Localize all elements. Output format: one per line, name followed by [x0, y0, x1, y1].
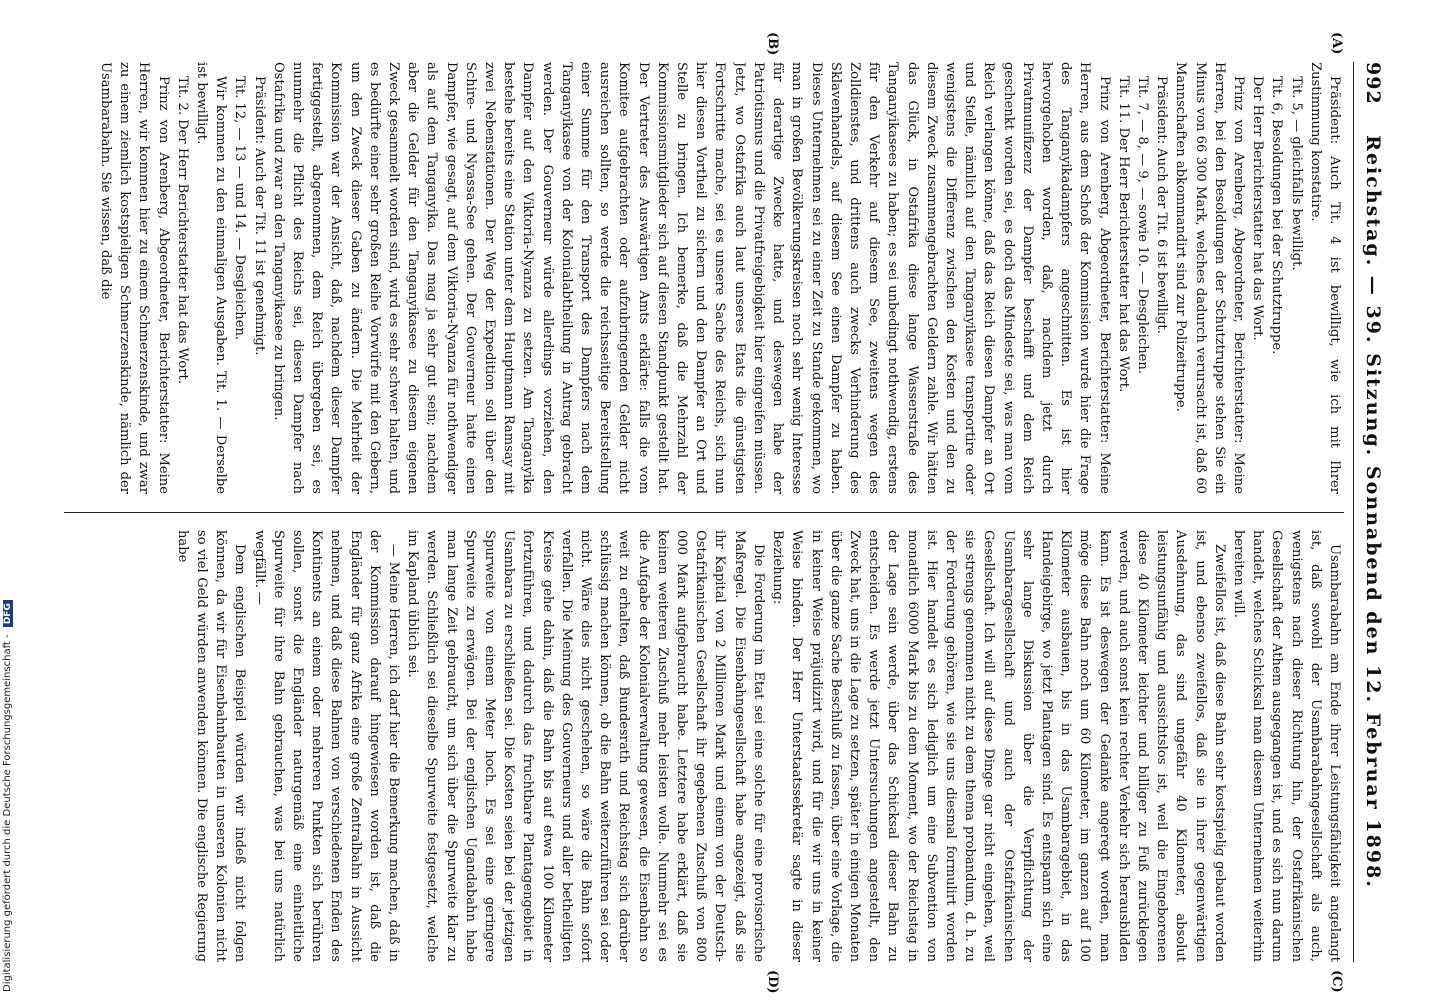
paragraph: Präsident: Auch der Tit. 6 ist bewilligt. — [1154, 76, 1170, 334]
paragraph: Wir kommen zu den einmaligen Ausgaben. Tit. 1. — Derselbe ist bewilligt. — [194, 62, 229, 494]
paragraph: Dem englischen Beispiel würden wir indeß nicht folgen können, da wir für Eisenbahnbauten in unseren Kolonien nicht so viel Geld würden anwenden können. Die englische Regierung habe — [174, 530, 248, 962]
margin-mark-a: (A) — [1329, 32, 1344, 55]
paragraph: Tit. 11. Der Herr Berichterstatter hat das Wort. — [1115, 76, 1131, 393]
dfg-logo: DFG — [3, 600, 13, 627]
document-page — [60, 32, 1390, 994]
margin-mark-b: (B) — [765, 32, 780, 56]
paragraph: Tit. 5, — gleichfalls bewilligt. — [1288, 76, 1304, 271]
paragraph: Tit. 7, — 8, — 9, — sowie 10. — Desgleichen. — [1134, 76, 1150, 374]
digitization-credit — [2, 12, 18, 992]
paragraph: Zweifellos ist, daß diese Bahn sehr kostspielig gebaut worden ist, und ebenso zweifellos, daß sie in ihrer gegenwärtigen Ausdehnung, das sind ungefähr 40 Kilometer, absolut leistungsunfähig und aussichtslos ist, weil die Eingeborenen diese 40 Kilometer leichter und billiger zu Fuß zurücklegen werden, und auch sonst kein rechter Verkehr sich herausbilden kann. Es ist deswegen der Gedanke angeregt worden, man möge diese Bahn noch um 60 Kilometer, im ganzen auf 100 Kilometer ausbauen, bis in das Usambaragebiet, in das Handeigebirge, wo jetzt Plantagen sind. Es entspann sich eine sehr lange Diskussion über die Verpflichtung der Usambaragesellschaft und auch der Ostafrikanischen Gesellschaft. Ich will auf diese Dinge gar nicht eingehen, weil sie strengs genommen nicht zu dem thema probandum, d. h. zu der Forderung gehören, wie sie uns diesmal formulirt worden ist. Hier handelt es sich lediglich um eine Subvention von monatlich 6000 Mark bis zu dem Moment, wo der Reichstag in der Lage sein werde, über das Schicksal dieser Bahn zu entscheiden. Es werde jetzt Untersuchungen angestellt, den Zweck hat, uns in die Lage zu setzen, später in einigen Monaten über die ganze Sache Beschluß zu fassen, über eine Vorlage, die in keiner Weise präjudizirt wird, und für die wir uns in keiner Weise binden. Der Herr Unterstaatssekretär sagte in dieser Beziehung: — [770, 530, 1227, 962]
running-title: Reichstag. — 39. Sitzung. Sonnabend den 12. Februar 1898. — [1362, 135, 1384, 889]
paragraph: Prinz von Arenberg, Abgeordneter, Berichterstatter: Meine Herren, aus dem Schoß der Kommission wurde hier die Frage des Tanganyikadampfers angeschnitten. Es ist hier hervorgehoben worden, daß, nachdem jetzt durch Privatmunifizenz der Dampfer beschafft und dem Reich geschenkt worden sei, es doch das Mindeste sei, was man vom Reich verlangen könne, daß das Reich diesen Dampfer an Ort und Stelle, nämlich auf den Tanganyikasee transportire oder wenigstens die Differenz zwischen den Kosten und den zu diesem Zweck zusammengebrachten Geldern zahle. Wir hätten das Glück, in Ostafrika diese lange Wasserstraße des Tanganyikasees zu haben; es sei unbedingt nothwendig, erstens für den Verkehr auf diesem See, zweitens wegen des Zolldienstes, und drittens auch zwecks Verhinderung des Sklavenhandels, auf diesem See einen Dampfer zu haben. Dieses Unternehmen sei zu einer Zeit zu Stande gekommen, wo man in großen Bevölkerungskreisen noch sehr wenig Interesse für derartige Zwecke hatte, und deswegen habe der Patriotismus und die Privatfreigebigkeit hier eingreifen müssen. Jetzt, wo Ostafrika auch laut unseres Etats die günstigsten Fortschritte mache, sei es unsere Sache des Reichs, sich nun hier diesen Vortheil zu sichern und den Dampfer an Ort und Stelle zu bringen. Ich bemerke, daß die Mehrzahl der Kommissionsmitglieder sich auf diesen Standpunkt gestellt hat. Der Vertreter des Auswärtigen Amts erklärte: falls die vom Komitee aufgebrachten oder aufzubringenden Gelder nicht ausreichen sollten, so werde die reichsseitige Bereitstellung einer Summe für den Transport des Dampfers nach dem Tanganyikasee von der Kolonialabtheilung in Antrag gebracht werden. Der Gouverneur würde allerdings vorziehen, den Dampfer auf den Viktoria-Nyanza zu setzen. Am Tanganyika bestehe bereits eine Station unter dem Hauptmann Ramsay mit zwei Nebenstationen. Der Weg der Expedition soll über den Schire- und Nyassa-See gehen. Der Gouverneur hatte einen Dampfer, wie gesagt, auf dem Viktoria-Nyanza für nothwendiger als auf dem Tanganyika. Das mag ja sehr gut sein; nachdem aber die Gelder für den Tanganyikasee zu diesem eigenen Zweck gesammelt worden sind, wird es sehr schwer halten, und es bedürfte einer sehr großen Reihe Vorwürfe mit den Gebern, um den Zweck dieser Gaben zu ändern. Die Mehrheit der Kommission war der Ansicht, daß, nachdem dieser Dampfer fertiggestellt, abgenommen, dem Reich übergeben sei, es nunmehr die Pflicht des Reichs sei, diesen Dampfer nach Ostafrika und zwar an den Tanganyikasee zu bringen. — [270, 62, 1112, 494]
paragraph: Präsident: Auch der Tit. 11 ist genehmigt. — [251, 76, 267, 356]
column-divider — [64, 512, 1344, 513]
page-header — [1353, 62, 1390, 962]
right-column — [62, 530, 1344, 962]
page-number: 992 — [1362, 62, 1384, 105]
paragraph: Tit. 12, — 13 — und 14. — Desgleichen. — [232, 76, 248, 341]
paragraph: Tit. 2. Der Herr Berichterstatter hat das Wort. — [174, 76, 190, 384]
paragraph: Tit. 6, Besoldungen bei der Schutztruppe. — [1269, 76, 1285, 355]
margin-mark-c: (C) — [1329, 970, 1344, 993]
paragraph: Die Forderung im Etat sei eine solche für eine provisorische Maßregel. Die Eisenbahngesellschaft habe angezeigt, daß sie ihr Kapital von 2 Millionen Mark und einem von der Deutsch-Ostafrikanischen Gesellschaft ihr gegebenen Zuschuß von 800 000 Mark aufgebraucht habe. Letztere habe erklärt, daß sie keinen weiteren Zuschuß mehr leisten wolle. Nunmehr sei es die Aufgabe der Kolonialverwaltung gewesen, die Eisenbahn so weit zu erhalten, daß Bundesrath und Reichstag sich darüber schlüssig machen können, ob die Bahn weiterzuführen sei oder nicht. Wäre dies nicht geschehen, so wäre die Bahn sofort verfallen. Die Meinung des Gouverneurs und aller betheiligten Kreise gehe dahin, daß die Bahn bis auf etwa 100 Kilometer fortzuführen, und dadurch das fruchtbare Plantagengebiet in Usambara zu erschließen sei. Die Kosten seien bei der jetzigen Spurweite von einem Meter hoch. Es sei eine geringere Spurweite zu erwägen. Bei der englischen Ugandabahn habe man lange Zeit gebraucht, um sich über die Spurweite klar zu werden. Schließlich sei dieselbe Spurweite festgesetzt, welche im Kapland üblich sei. — [405, 530, 766, 962]
paragraph: Prinz von Arenberg, Abgeordneter, Berichterstatter: Meine Herren, wir kommen hier zu einem Schmerzenskinde, und zwar zu einem ziemlich kostspieligen Schmerzenskinde, nämlich der Usambarabahn. Sie wissen, daß die — [98, 62, 171, 494]
left-column — [62, 62, 1344, 494]
paragraph: Der Herr Berichterstatter hat das Wort. — [1250, 76, 1266, 341]
paragraph: Usambarabahn am Ende ihrer Leistungsfähigkeit angelangt ist, daß sowohl der Usambarabahngesellschaft als auch, wenigstens nach dieser Richtung hin, der Ostafrikanischen Gesellschaft der Athem ausgegangen ist, und es sich nun darum handelt, welches Schicksal man diesem Unternehmen weiterhin bereiten will. — [1230, 530, 1342, 962]
credit-text: Digitalisierung gefördert durch die Deutsche Forschungsgemeinschaft - — [2, 634, 13, 992]
paragraph: Prinz von Arenberg, Abgeordneter, Berichterstatter: Meine Herren, bei den Besoldungen der Schutztruppe stehen Sie ein Minus von 66 300 Mark, welches dadurch verursacht ist, daß 60 Mannschaften abkommandirt sind zur Polizeitruppe. — [1173, 62, 1246, 494]
paragraph: — Meine Herren, ich darf hier die Bemerkung machen, daß in der Kommission darauf hingewiesen worden ist, daß die Engländer für ganz Afrika eine große Zentralbahn in Aussicht nehmen, und daß diese Bahnen von verschiedenen Enden des Kontinents an einem oder mehreren Punkten sich berühren sollen, sonst die Engländer naturgemäß eine einheitliche Spurweite für ihre Bahn gebrauchen, was bei uns natürlich wegfällt. — — [251, 530, 402, 962]
paragraph: Präsident: Auch Tit. 4 ist bewilligt, wie ich mit Ihrer Zustimmung konstatire. — [1307, 62, 1342, 494]
margin-mark-d: (D) — [765, 970, 780, 994]
